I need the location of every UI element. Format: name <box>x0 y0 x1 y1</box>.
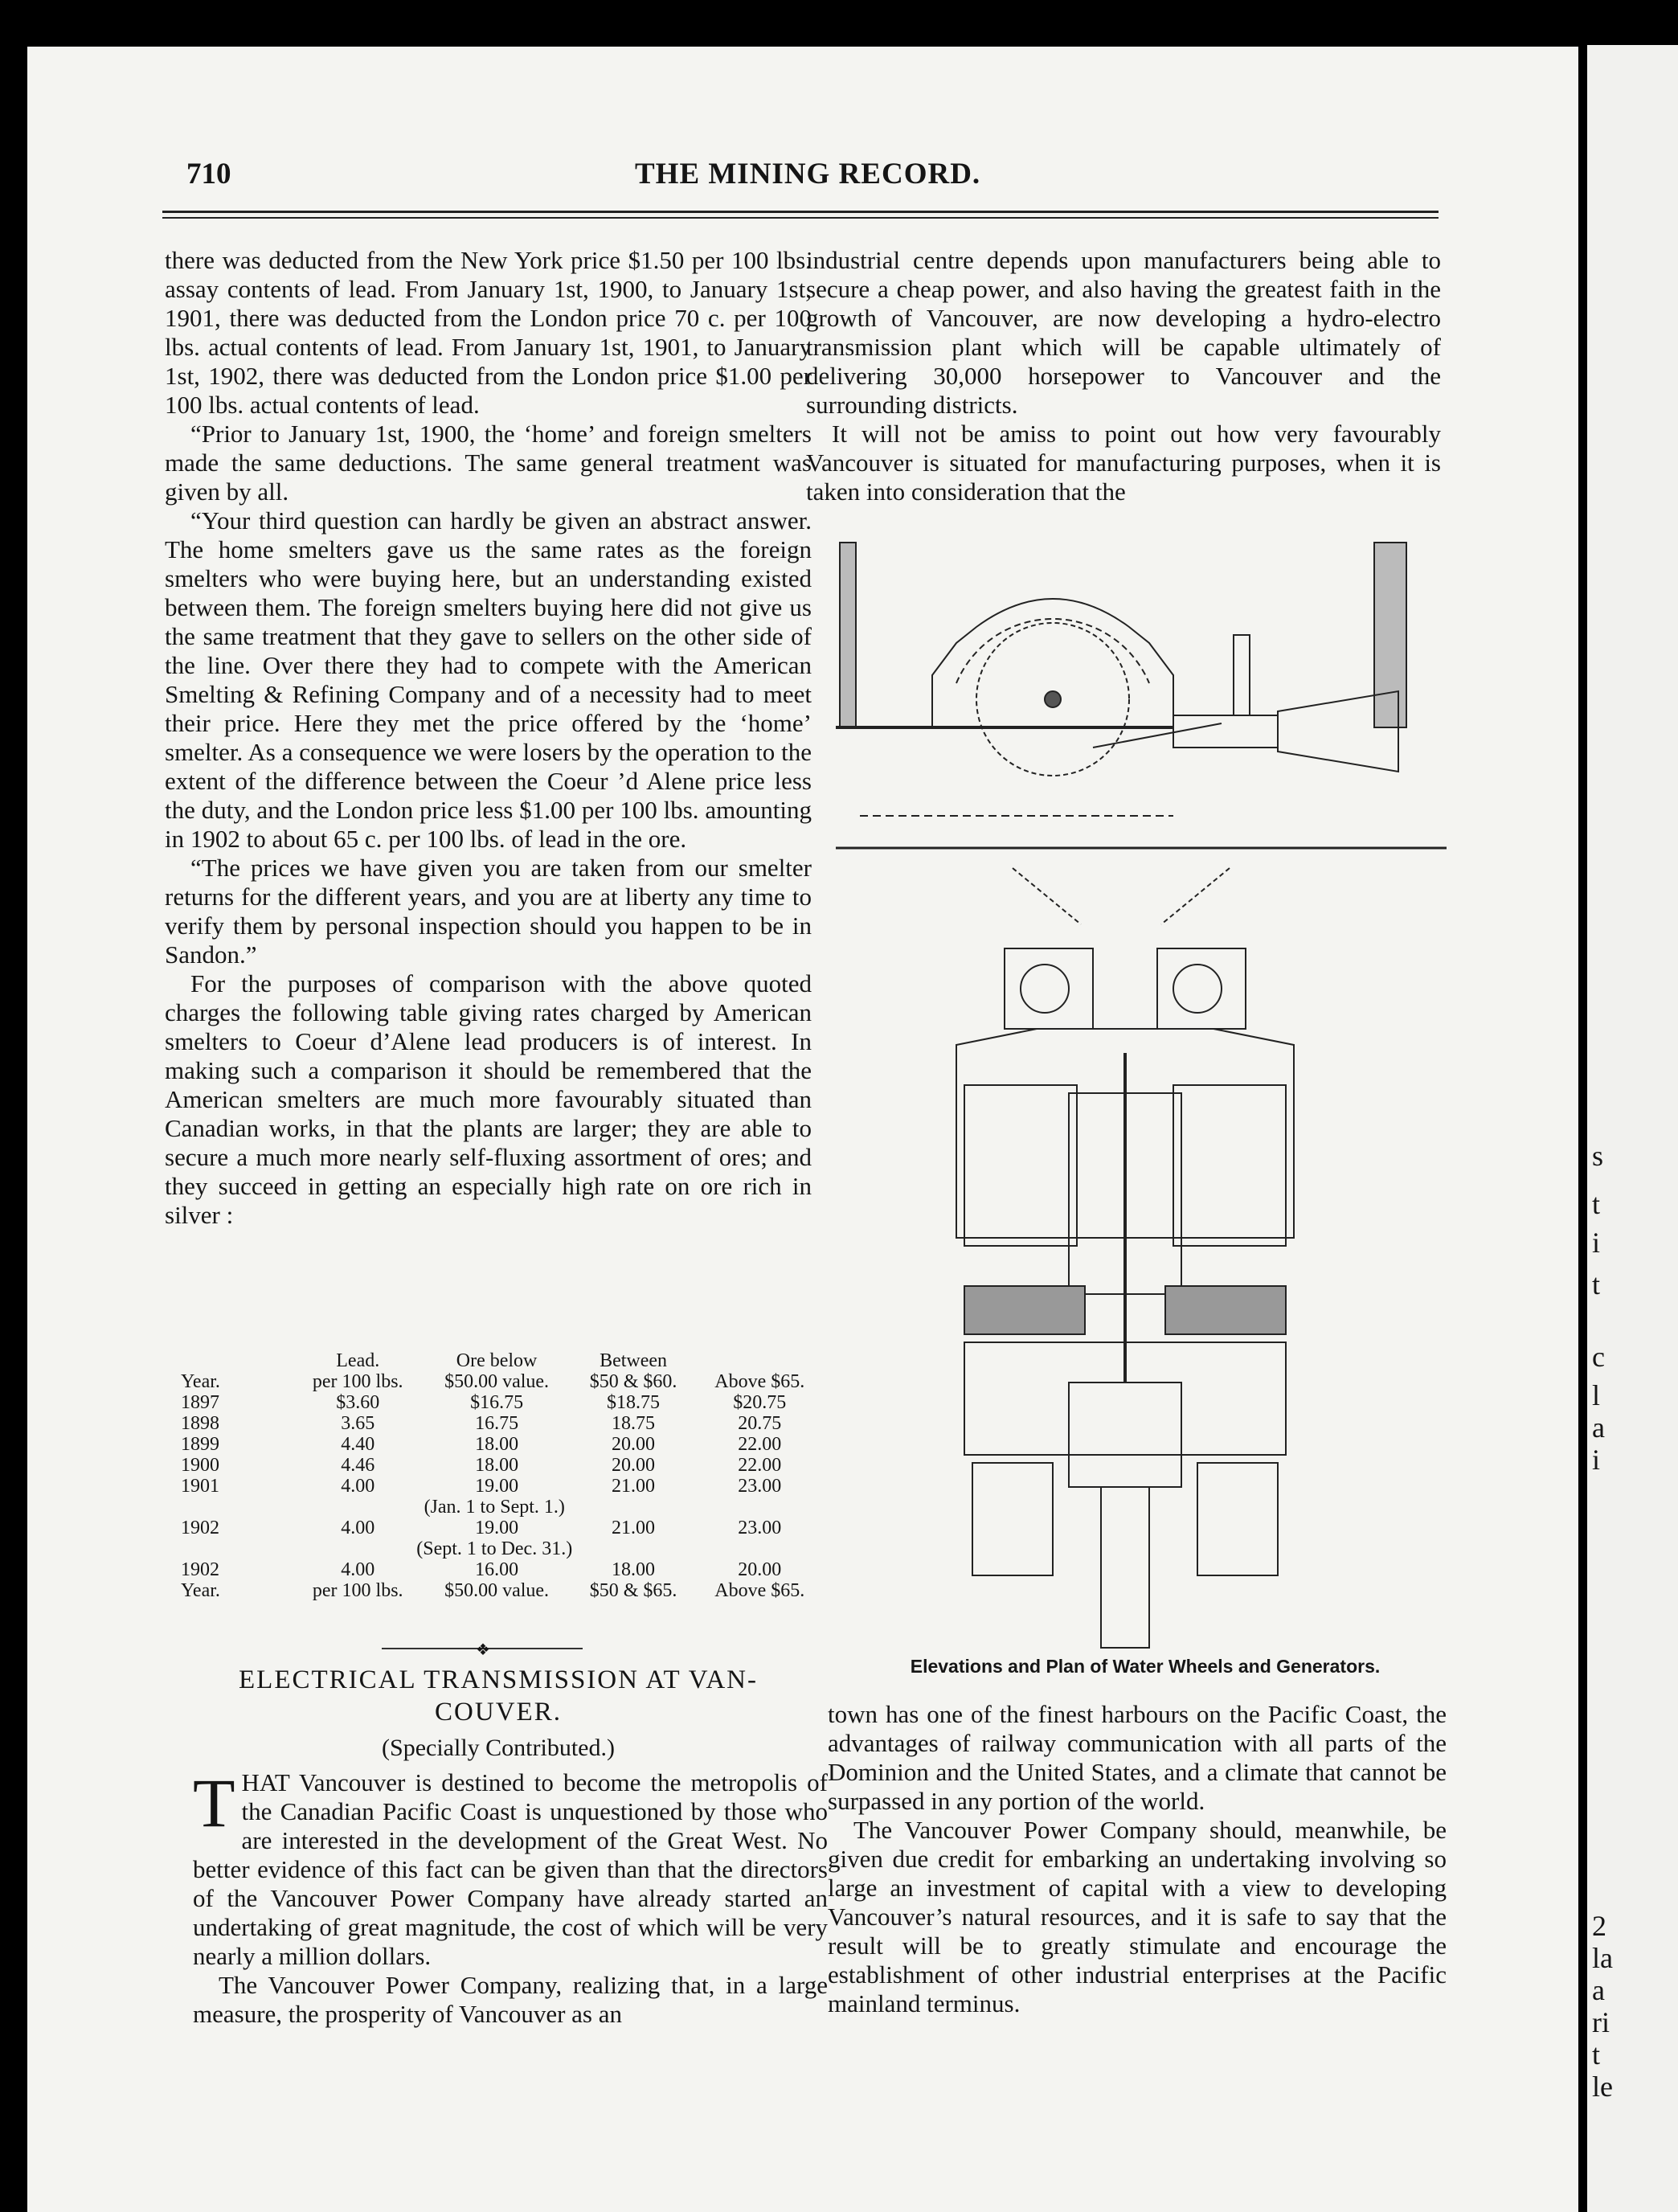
fragment: t <box>1592 1188 1601 1220</box>
fragment: s <box>1592 1140 1604 1172</box>
paragraph: industrial centre depends upon manufacturers being able to secure a cheap power, and also having the greatest faith in the growth of Vancouver, are now developing a hydro-electro transmission plant which will be capable ultimately of delivering 30,000 horsepower to Vancouver and the surrounding districts. <box>806 246 1441 419</box>
article-subtitle: (Specially Contributed.) <box>382 1735 615 1761</box>
paragraph: For the purposes of comparison with the above quoted charges the following table giving rates charged by American smelters to Coeur d’Alene lead producers is of interest. In making such a comparison it should be remembered that the American smelters are much more favourably situated than Canadian works, in that the plants are larger; they are able to secure a much more nearly self-fluxing assortment of ores; and they succeed in getting an especially high rate on ore rich in silver : <box>165 969 812 1229</box>
table-footer-row <box>181 1580 824 1601</box>
table-note-row <box>181 1497 824 1518</box>
figure-caption: Elevations and Plan of Water Wheels and Generators. <box>910 1656 1381 1677</box>
table-cell: 4.40 <box>341 1434 375 1455</box>
paragraph-text: HAT Vancouver is destined to become the metropolis of the Canadian Pacific Coast is unquestioned by those who are interested in the development of the Great West. No better evidence of this fact can be given than that the directors of the Vancouver Power Company have already started an undertaking of great magnitude, the cost of which will be very nearly a million dollars. <box>193 1768 828 1970</box>
table-cell: 20.00 <box>612 1434 656 1455</box>
header-rule <box>162 211 1439 213</box>
table-cell: 16.00 <box>475 1559 519 1580</box>
fragment: t <box>1592 2038 1601 2071</box>
table-row <box>181 1392 824 1413</box>
table-cell: 1897 <box>181 1392 219 1413</box>
fragment: i <box>1592 1444 1601 1476</box>
table-cell: 23.00 <box>738 1476 782 1497</box>
page-number: 710 <box>186 158 231 190</box>
table-note-row <box>181 1538 824 1559</box>
table-cell: 18.00 <box>475 1434 519 1455</box>
table-cell: 20.00 <box>738 1559 782 1580</box>
table-cell: 21.00 <box>612 1476 656 1497</box>
article-body <box>193 1764 828 2029</box>
table-footer-cell: $50.00 value. <box>444 1580 550 1601</box>
article-title <box>193 1664 804 1728</box>
table-header-row <box>181 1371 824 1392</box>
table-cell: 1902 <box>181 1559 219 1580</box>
table-row <box>181 1434 824 1455</box>
table-footer-cell: $50 & $65. <box>589 1580 677 1601</box>
table-footer-cell: per 100 lbs. <box>312 1580 403 1601</box>
table-cell: 1899 <box>181 1434 219 1455</box>
table-row <box>181 1476 824 1497</box>
smelter-rates-table <box>181 1350 824 1601</box>
elevation-view <box>836 543 1447 848</box>
table-header-cell <box>695 1350 824 1371</box>
fragment: ri <box>1592 2006 1610 2038</box>
table-cell: $3.60 <box>336 1392 380 1413</box>
table-cell: 22.00 <box>738 1434 782 1455</box>
right-column-continued <box>828 1700 1447 2018</box>
paragraph <box>193 1764 828 1971</box>
table-note: (Jan. 1 to Sept. 1.) <box>424 1497 565 1518</box>
table-cell: $16.75 <box>470 1392 524 1413</box>
table-note: (Sept. 1 to Dec. 31.) <box>416 1538 573 1559</box>
fragment: l <box>1592 1379 1601 1411</box>
table-cell: 1902 <box>181 1518 219 1538</box>
fragment: c <box>1592 1341 1605 1373</box>
table-cell: 4.00 <box>341 1559 375 1580</box>
table-cell: 1900 <box>181 1455 219 1476</box>
table-cell: 4.46 <box>341 1455 375 1476</box>
table-cell: 4.00 <box>341 1518 375 1538</box>
table-cell: 22.00 <box>738 1455 782 1476</box>
table-cell: 21.00 <box>612 1518 656 1538</box>
fragment: a <box>1592 1411 1605 1444</box>
table-header-cell: Above $65. <box>714 1371 805 1392</box>
header-rule-thin <box>162 217 1439 219</box>
table-row <box>181 1413 824 1434</box>
table-cell: 18.00 <box>475 1455 519 1476</box>
table-header-cell: Between <box>600 1350 668 1371</box>
table-cell: 19.00 <box>475 1476 519 1497</box>
table-cell: 16.75 <box>475 1413 519 1434</box>
paragraph: The Vancouver Power Company should, meanwhile, be given due credit for embarking an undertaking involving so large an investment of capital with a view to developing Vancouver’s natural resources, and it is safe to say that the result will be to greatly stimulate and encourage the establishment of other industrial enterprises at the Pacific mainland terminus. <box>828 1816 1447 2017</box>
table-row <box>181 1455 824 1476</box>
table-footer-cell: Above $65. <box>714 1580 805 1601</box>
table-cell: $20.75 <box>733 1392 787 1413</box>
table-cell: 20.75 <box>738 1413 782 1434</box>
table-cell: 18.00 <box>612 1559 656 1580</box>
table-cell: 20.00 <box>612 1455 656 1476</box>
paragraph: It will not be amiss to point out how very favourably Vancouver is situated for manufacturing purposes, when it is taken into consideration that the <box>806 420 1441 506</box>
table-row <box>181 1559 824 1580</box>
running-header <box>0 157 1551 205</box>
divider-ornament: ❖ <box>476 1641 490 1659</box>
fragment: 2 <box>1592 1910 1606 1942</box>
water-wheel-generator-drawing <box>836 539 1447 1656</box>
table-cell: $18.75 <box>607 1392 661 1413</box>
right-column <box>806 246 1441 506</box>
fragment: la <box>1592 1942 1613 1974</box>
article-title-line: ELECTRICAL TRANSMISSION AT VAN- <box>239 1665 758 1694</box>
table-header-cell: $50 & $60. <box>589 1371 677 1392</box>
fragment: a <box>1592 1974 1605 2006</box>
paragraph: The Vancouver Power Company, realizing that, in a large measure, the prosperity of Vancouver as an <box>193 1971 828 2028</box>
paragraph: “Prior to January 1st, 1900, the ‘home’ and foreign smelters made the same deductions. The same general treatment was given by all. <box>165 420 812 506</box>
table-cell: 18.75 <box>612 1413 656 1434</box>
table-cell: 23.00 <box>738 1518 782 1538</box>
table-cell: 1898 <box>181 1413 219 1434</box>
table-header-cell: Year. <box>181 1371 220 1392</box>
paragraph: there was deducted from the New York price $1.50 per 100 lbs. assay contents of lead. From January 1st, 1900, to January 1st, 1901, there was deducted from the London price 70 c. per 100 lbs. actual contents of lead. From January 1st, 1901, to January 1st, 1902, there was deducted from the London price $1.00 per 100 lbs. actual contents of lead. <box>165 246 812 419</box>
publication-title: THE MINING RECORD. <box>635 158 981 190</box>
table-cell: 1901 <box>181 1476 219 1497</box>
table-cell: 3.65 <box>341 1413 375 1434</box>
paragraph: “The prices we have given you are taken from our smelter returns for the different years, and you are at liberty any time to verify them by personal inspection should you happen to be in Sandon.” <box>165 854 812 969</box>
paragraph: town has one of the finest harbours on the Pacific Coast, the advantages of railway communication with all parts of the Dominion and the United States, and a climate that cannot be surpassed in any portion of the world. <box>828 1700 1447 1815</box>
paragraph: “Your third question can hardly be given an abstract answer. The home smelters gave us the same rates as the foreign smelters who were buying here, but an understanding existed between them. The foreign smelters buying here did not give us the same treatment that they gave to sellers on the other side of the line. Over there they had to compete with the American Smelting & Refining Company and of a necessity had to meet their price. Here they met the price offered by the ‘home’ smelter. As a consequence we were losers by the operation to the extent of the difference between the Coeur ’d Alene price less the duty, and the London price less $1.00 per 100 lbs. amounting in 1902 to about 65 c. per 100 lbs. of lead in the ore. <box>165 506 812 853</box>
table-header-cell: per 100 lbs. <box>312 1371 403 1392</box>
table-header-cell: Lead. <box>336 1350 380 1371</box>
fragment: i <box>1592 1227 1601 1259</box>
adjacent-page-edge <box>1587 45 1678 2212</box>
table-row <box>181 1518 824 1538</box>
table-cell: 4.00 <box>341 1476 375 1497</box>
plan-view <box>956 868 1294 1648</box>
article-title-line: COUVER. <box>435 1698 562 1727</box>
table-header-row <box>181 1350 824 1371</box>
table-header-cell <box>181 1350 293 1371</box>
left-column <box>165 246 812 1230</box>
table-header-cell: $50.00 value. <box>444 1371 550 1392</box>
drop-cap: T <box>193 1764 235 1841</box>
fragment: le <box>1592 2071 1613 2103</box>
table-footer-cell: Year. <box>181 1580 220 1601</box>
table-cell: 19.00 <box>475 1518 519 1538</box>
fragment: t <box>1592 1268 1601 1301</box>
table-header-cell: Ore below <box>456 1350 538 1371</box>
